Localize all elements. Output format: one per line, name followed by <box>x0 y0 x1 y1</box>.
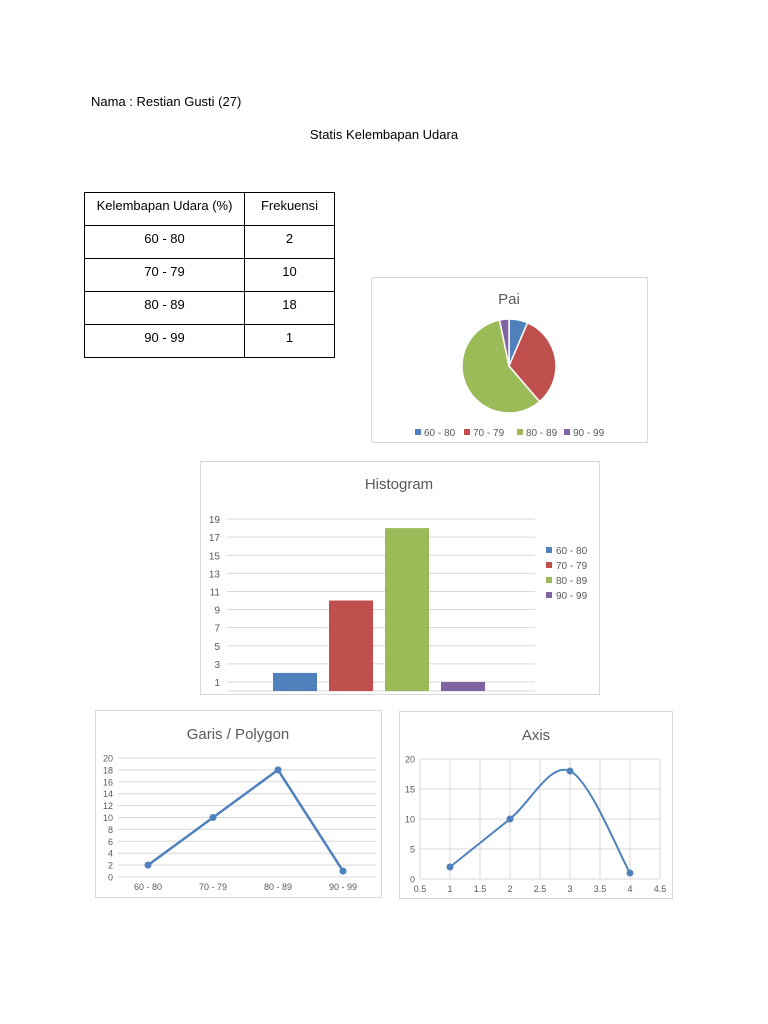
y-tick-label: 19 <box>208 515 220 527</box>
y-tick-label: 0 <box>107 872 113 883</box>
data-point <box>340 868 347 875</box>
y-tick-label: 13 <box>208 569 220 581</box>
x-tick-label: 60 - 80 <box>133 882 163 892</box>
legend-label: 70 - 79 <box>556 561 588 572</box>
y-tick-label: 3 <box>214 659 220 671</box>
legend-label: 90 - 99 <box>556 591 588 602</box>
table-row <box>85 325 335 358</box>
y-tick-label: 11 <box>209 587 220 599</box>
table-cell-range: 90 - 99 <box>85 325 245 358</box>
data-point <box>627 870 634 877</box>
y-tick-label: 1 <box>214 677 220 689</box>
document-title: Statis Kelembapan Udara <box>309 127 459 142</box>
y-tick-label: 9 <box>214 605 220 617</box>
polygon-chart-svg <box>96 711 381 897</box>
data-point <box>210 814 217 821</box>
data-point <box>275 766 282 773</box>
x-tick-label: 3.5 <box>593 884 607 894</box>
x-tick-label: 2 <box>507 884 513 894</box>
table-cell-range: 70 - 79 <box>85 259 245 292</box>
y-tick-label: 14 <box>102 789 113 800</box>
table-cell-frequency: 2 <box>245 226 335 259</box>
histogram-bar <box>441 682 485 691</box>
x-tick-label: 4 <box>627 884 633 894</box>
histogram-bar <box>385 528 429 691</box>
table-cell-frequency: 10 <box>245 259 335 292</box>
y-tick-label: 6 <box>107 836 113 847</box>
y-tick-label: 8 <box>107 824 113 835</box>
y-tick-label: 20 <box>102 753 113 764</box>
y-tick-label: 10 <box>102 813 113 823</box>
table-cell-range: 80 - 89 <box>85 292 245 325</box>
pie-chart-svg <box>372 278 647 442</box>
y-tick-label: 7 <box>214 623 220 635</box>
axis-chart-svg <box>400 712 672 898</box>
legend-label: 60 - 80 <box>424 428 456 439</box>
axis-chart <box>399 711 673 899</box>
y-tick-label: 20 <box>404 754 415 765</box>
student-name: Nama : Restian Gusti (27) <box>91 94 242 109</box>
legend-label: 80 - 89 <box>556 576 588 587</box>
data-point <box>507 816 514 823</box>
y-tick-label: 0 <box>409 874 415 885</box>
table-row <box>85 226 335 259</box>
data-point <box>567 768 574 775</box>
chart-title: Garis / Polygon <box>186 726 290 743</box>
table-row <box>85 292 335 325</box>
table-row <box>85 259 335 292</box>
legend-swatch <box>464 429 470 435</box>
x-tick-label: 1.5 <box>473 884 487 894</box>
legend-label: 70 - 79 <box>473 428 505 439</box>
y-tick-label: 2 <box>107 860 113 871</box>
legend-swatch <box>546 592 552 598</box>
table-cell-range: 60 - 80 <box>85 226 245 259</box>
y-tick-label: 15 <box>404 784 415 795</box>
y-tick-label: 12 <box>102 801 113 812</box>
pie-chart <box>371 277 648 443</box>
x-tick-label: 0.5 <box>413 884 427 894</box>
legend-swatch <box>564 429 570 435</box>
chart-title: Pai <box>498 291 520 308</box>
chart-title: Histogram <box>364 476 434 493</box>
histogram-bar <box>273 673 317 691</box>
histogram-chart-svg <box>201 462 599 694</box>
y-tick-label: 5 <box>214 641 220 653</box>
y-tick-label: 15 <box>208 551 220 563</box>
y-tick-label: 17 <box>208 533 220 545</box>
x-tick-label: 1 <box>447 884 453 894</box>
data-point <box>145 862 152 869</box>
column-header-humidity: Kelembapan Udara (%) <box>85 193 245 226</box>
x-tick-label: 2.5 <box>533 884 547 894</box>
x-tick-label: 80 - 89 <box>263 882 293 892</box>
column-header-frequency: Frekuensi <box>245 193 335 226</box>
legend-label: 60 - 80 <box>556 546 588 557</box>
legend-swatch <box>415 429 421 435</box>
data-point <box>447 864 454 871</box>
series-line <box>148 770 343 871</box>
y-tick-label: 10 <box>404 814 415 825</box>
histogram-chart <box>200 461 600 695</box>
polygon-chart <box>95 710 382 898</box>
y-tick-label: 16 <box>102 777 113 788</box>
y-tick-label: 4 <box>107 848 113 859</box>
x-tick-label: 3 <box>567 884 573 894</box>
legend-swatch <box>517 429 523 435</box>
legend-label: 90 - 99 <box>573 428 605 439</box>
chart-title: Axis <box>521 727 551 744</box>
x-tick-label: 90 - 99 <box>328 882 358 892</box>
y-tick-label: 18 <box>102 765 113 776</box>
legend-swatch <box>546 562 552 568</box>
table-header-row <box>85 193 335 226</box>
table-cell-frequency: 1 <box>245 325 335 358</box>
x-tick-label: 70 - 79 <box>198 882 228 892</box>
y-tick-label: 5 <box>409 844 415 855</box>
legend-swatch <box>546 577 552 583</box>
x-tick-label: 4.5 <box>653 884 667 894</box>
legend-label: 80 - 89 <box>526 428 558 439</box>
frequency-table <box>84 192 335 358</box>
legend-swatch <box>546 547 552 553</box>
table-cell-frequency: 18 <box>245 292 335 325</box>
histogram-bar <box>329 601 373 692</box>
